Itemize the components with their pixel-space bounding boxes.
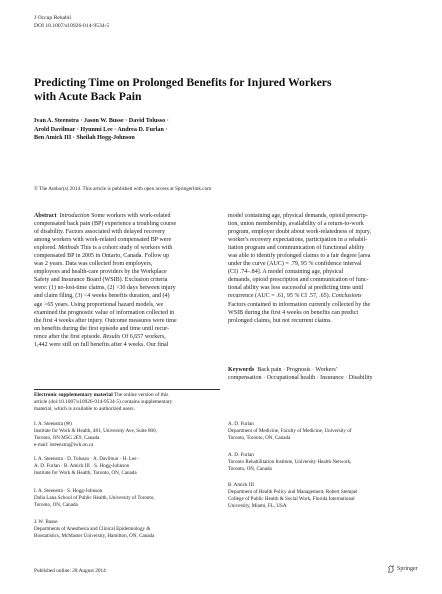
- affiliation-block: [34, 519, 154, 540]
- publisher-name: Springer: [397, 566, 418, 572]
- section-label: Conclusions: [331, 293, 362, 300]
- title-line: Predicting Time on Prolonged Benefits for Injured Workers: [34, 76, 332, 89]
- journal-header: [34, 15, 109, 30]
- abstract-line: compensated BP in 2005 in Ontario, Canada. Follow up: [34, 253, 170, 260]
- affiliation-line: A. D. Furlan · B. Amick III · S. Hogg-Johnson: [34, 462, 130, 469]
- affiliation-line: Biostatistics, McMaster University, Hamilton, ON, Canada: [34, 532, 155, 539]
- abstract-line: age >65 years. Using proportional hazard models, we: [34, 301, 164, 308]
- affiliation-line: I. A. Steenstra (✉): [34, 421, 72, 427]
- affiliation-line: Toronto, ON, Canada: [34, 501, 78, 508]
- springer-horse-icon: [387, 565, 395, 573]
- abstract-text: Some workers with work-related: [89, 213, 171, 219]
- abstract-line: of disability. Factors associated with delayed recovery: [34, 229, 166, 236]
- abstract-line: among workers with work-related compensated BP were: [34, 237, 172, 244]
- abstract-line: WSIB during the first 4 weeks on benefits can predict: [228, 309, 359, 316]
- abstract-right-column: [228, 212, 414, 325]
- abstract-line: was 2 years. Data was collected from employers,: [34, 261, 153, 268]
- supplementary-note: [34, 392, 220, 413]
- affiliation-line: Dalla Lana School of Public Health, University of Toronto,: [34, 494, 155, 501]
- affiliation-line: College of Public Health & Social Work, Florida International: [228, 495, 355, 502]
- author-list: [34, 117, 334, 143]
- email-link[interactable]: e-mail: isteenstra@iwh.on.ca: [34, 441, 94, 448]
- journal-name: J Occup Rehabil: [34, 15, 71, 21]
- affiliation-line: University, Miami, FL, USA: [228, 502, 287, 509]
- abstract-text: This is a cohort study of workers with: [79, 245, 173, 252]
- affiliation-line: A. D. Furlan: [228, 452, 254, 458]
- keywords-text: Back pain · Prognosis · Workers': [257, 367, 337, 373]
- affiliation-block: [228, 421, 352, 442]
- abstract-line: tion, union membership, availability of a return-to-work: [228, 221, 364, 228]
- affiliation-line: Toronto, Toronto, ON, Canada: [228, 434, 291, 441]
- abstract-line: Safety and Insurance Board (WSIB). Exclusion criteria: [34, 277, 168, 284]
- affiliation-block: [34, 456, 140, 477]
- abstract-left-column: [34, 212, 220, 349]
- abstract-line: and claim filing, (3) <4 weeks benefits duration, and (4): [34, 293, 170, 300]
- affiliation-line: A. D. Furlan: [228, 421, 254, 427]
- affiliation-line: Departments of Anesthesia and Clinical Epidemiology &: [34, 525, 151, 532]
- abstract-heading: Abstract: [34, 213, 57, 219]
- affiliation-block: [34, 488, 155, 509]
- abstract-line: Factors contained in information currently collected by the: [228, 301, 371, 308]
- keywords-line: [228, 366, 414, 374]
- affiliation-block: [34, 421, 157, 449]
- abstract-line: [34, 212, 220, 220]
- abstract-line: were: (1) no-lost-time claims, (2) >30 days between injury: [34, 285, 176, 292]
- affiliation-line: I. A. Steenstra · D. Tolusso · A. Davilmar · H. Lee ·: [34, 456, 140, 462]
- abstract-line: model containing age, physical demands, opioid prescrip-: [228, 213, 368, 219]
- abstract-line: [34, 244, 220, 252]
- published-date: Published online: 28 August 2014: [34, 568, 106, 574]
- affiliation-block: [228, 482, 358, 510]
- abstract-text: explored.: [34, 245, 59, 252]
- affiliation-line: I. A. Steenstra · S. Hogg-Johnson: [34, 488, 103, 494]
- abstract-line: was able to identify prolonged claims to a fair degree [area: [228, 253, 371, 260]
- abstract-line: [228, 292, 414, 300]
- section-label: Methods: [58, 245, 80, 252]
- abstract-line: 1,442 were still on full benefits after 4 weeks. Our final: [34, 341, 169, 348]
- abstract-line: on benefits during the first episode and time until recur-: [34, 325, 170, 332]
- abstract-line: worker's recovery expectations, participation in a rehabil-: [228, 237, 368, 244]
- affiliation-line: Institute for Work & Health, 481, University Ave, Suite 800,: [34, 427, 157, 434]
- abstract-line: the first 4 weeks after injury. Outcome measures were time: [34, 317, 177, 324]
- esm-text: The online version of this: [112, 392, 169, 398]
- article-title: [34, 76, 354, 104]
- abstract-line: employees and health-care providers by the Workplace: [34, 269, 167, 276]
- affiliation-line: B. Amick III: [228, 482, 254, 488]
- esm-line[interactable]: article (doi:10.1007/s10926-014-9534-5) contains supplementary: [34, 399, 173, 406]
- abstract-line: examined the prognostic value of information collected in: [34, 309, 175, 316]
- divider: [34, 389, 220, 390]
- abstract-line: prolonged claims, but not recurrent claims.: [228, 317, 332, 324]
- title-line: with Acute Back Pain: [34, 90, 142, 103]
- abstract-line: under the curve (AUC) = .79, 95 % confidence interval: [228, 261, 362, 268]
- author-line: Ivan A. Steenstra · Jason W. Busse · David Tolusso ·: [34, 118, 169, 124]
- abstract-line: itation program and communication of functional ability: [228, 245, 365, 252]
- author-line: Arold Davilmar · Hyunmi Lee · Andrea D. Furlan ·: [34, 126, 168, 133]
- abstract-text: rence after the first episode.: [34, 333, 103, 340]
- abstract-text: Of 6,657 workers,: [120, 333, 166, 340]
- affiliation-line: Toronto, ON M5G 2E9, Canada: [34, 434, 100, 441]
- abstract-line: compensated back pain (BP) experience a troubling course: [34, 221, 177, 228]
- abstract-line: demands, opioid prescription and communication of func-: [228, 277, 369, 284]
- affiliation-line: Department of Medicine, Faculty of Medicine, University of: [228, 427, 352, 434]
- keywords-line: compensation · Occupational health · Insurance · Disability: [228, 375, 373, 382]
- esm-heading: Electronic supplementary material: [34, 392, 113, 398]
- affiliation-line: Institute for Work & Health, Toronto, ON, Canada: [34, 469, 137, 476]
- affiliation-line: Department of Health Policy and Management, Robert Stempel: [228, 488, 358, 495]
- abstract-line: program, employer doubt about work-relatedness of injury,: [228, 229, 372, 236]
- section-label: Introduction: [59, 213, 90, 219]
- journal-doi[interactable]: DOI 10.1007/s10926-014-9534-5: [34, 22, 110, 29]
- affiliation-block: [228, 452, 351, 473]
- section-label: Results: [102, 333, 121, 340]
- affiliation-line: J. W. Busse: [34, 519, 58, 525]
- affiliation-line: Toronto Rehabilitation Institute, University Health Network,: [228, 458, 352, 465]
- abstract-line: [34, 333, 220, 341]
- esm-line: material, which is available to authorized users.: [34, 406, 135, 413]
- license-note: © The Author(s) 2014. This article is published with open access at Springerlink.com: [34, 186, 212, 192]
- abstract-text: recurrence (AUC = .61, 95 % CI .57, .65).: [228, 293, 332, 300]
- affiliation-line: Toronto, ON, Canada: [228, 465, 272, 472]
- abstract-line: tional ability was less successful at predicting time until: [228, 285, 364, 292]
- keywords-heading: Keywords: [228, 367, 255, 373]
- abstract-line: (CI) .74–.84]. A model containing age, physical: [228, 269, 344, 276]
- keywords-block: [228, 366, 414, 382]
- author-line: Ben Amick III · Sheilah Hogg-Johnson: [34, 135, 135, 142]
- springer-logo: [387, 565, 418, 573]
